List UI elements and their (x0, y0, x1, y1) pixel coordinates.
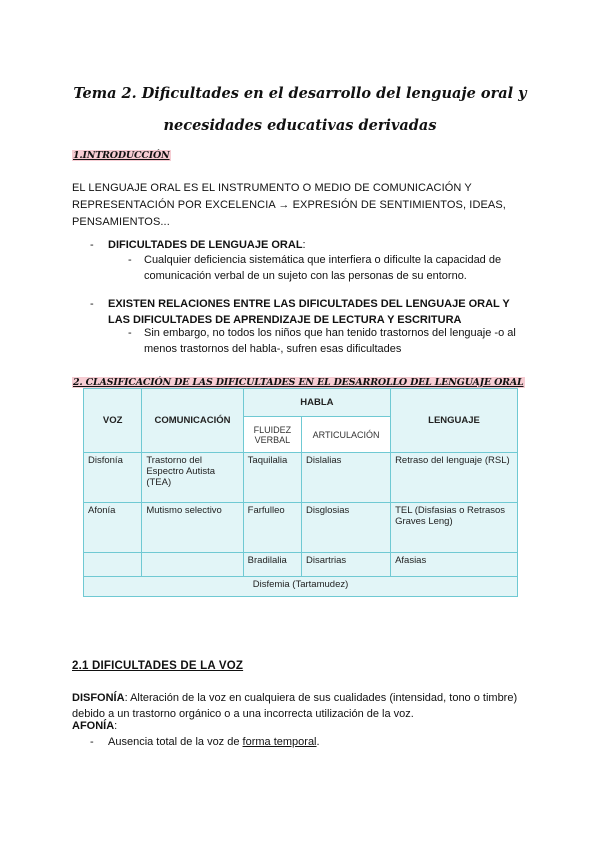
classification-table (83, 388, 518, 597)
table-row (84, 453, 518, 503)
table-row-footer (84, 577, 518, 597)
section-heading-text: 1.INTRODUCCIÓN (73, 150, 170, 161)
bullet-dash: - (90, 298, 94, 310)
bullet-label: EXISTEN RELACIONES ENTRE LAS DIFICULTADES DEL LENGUAJE ORAL Y LAS DIFICULTADES DE APRENDIZAJE DE LECTURA Y ESCRITURA (108, 298, 510, 326)
header-comunicacion: COMUNICACIÓN (142, 389, 243, 453)
afonia-bullet (90, 734, 560, 750)
section-heading-text: 2. CLASIFICACIÓN DE LAS DIFICULTADES EN EL DESARROLLO DEL LENGUAJE ORAL (73, 377, 524, 388)
table-cell: Disglosias (302, 503, 391, 553)
afonia-colon: : (114, 720, 118, 732)
table-cell: Taquilalia (243, 453, 301, 503)
subsection-heading-voz: 2.1 DIFICULTADES DE LA VOZ (72, 660, 244, 672)
disfonia-label: DISFONÍA (72, 692, 125, 704)
header-voz: VOZ (84, 389, 142, 453)
table-cell: Mutismo selectivo (142, 503, 243, 553)
table-cell: Afasias (391, 553, 518, 577)
bullet-colon: : (302, 239, 306, 251)
sub-dash: - (128, 254, 132, 266)
section-heading-introduccion (72, 150, 171, 161)
bullet-label: DIFICULTADES DE LENGUAJE ORAL (108, 239, 303, 251)
disfonia-text: : Alteración de la voz en cualquiera de sus cualidades (intensidad, tono o timbre) debido a un trastorno orgánico o a una incorrecta utilización de la voz. (72, 692, 518, 720)
bullet-dash: - (90, 736, 94, 748)
sub-bullet-relaciones (128, 325, 528, 357)
table-cell: Bradilalia (243, 553, 301, 577)
table-cell: Afonía (84, 503, 142, 553)
intro-paragraph: EL LENGUAJE ORAL ES EL INSTRUMENTO O MEDIO DE COMUNICACIÓN Y REPRESENTACIÓN POR EXCELENCIA → EXPRESIÓN DE SENTIMIENTOS, IDEAS, PENSAMIENTOS... (72, 182, 506, 228)
table-cell: Trastorno del Espectro Autista (TEA) (142, 453, 243, 503)
table-cell: Dislalias (302, 453, 391, 503)
table-cell: Disfonía (84, 453, 142, 503)
header-articulacion: ARTICULACIÓN (302, 417, 391, 453)
table-row (84, 553, 518, 577)
page-title: Tema 2. Dificultades en el desarrollo del lenguaje oral y necesidades educativas derivadas (73, 85, 527, 134)
sub-dash: - (128, 327, 132, 339)
header-lenguaje: LENGUAJE (391, 389, 518, 453)
afonia-bullet-post: . (316, 736, 320, 748)
bullet-dificultades (90, 237, 530, 253)
afonia-label: AFONÍA (72, 720, 115, 732)
header-fluidez: FLUIDEZ VERBAL (243, 417, 301, 453)
table-cell: Retraso del lenguaje (RSL) (391, 453, 518, 503)
afonia-bullet-pre: Ausencia total de la voz de (108, 736, 243, 748)
table-cell (84, 553, 142, 577)
bullet-relaciones (90, 296, 530, 328)
sub-bullet-text: Cualquier deficiencia sistemática que interfiera o dificulte la capacidad de comunicación verbal de un sujeto con las personas de su entorno. (144, 254, 502, 282)
afonia-paragraph (72, 718, 542, 734)
sub-bullet-dificultades (128, 252, 528, 284)
bullet-dash: - (90, 239, 94, 251)
table-footer-cell: Disfemia (Tartamudez) (84, 577, 518, 597)
table-cell: Disartrias (302, 553, 391, 577)
afonia-bullet-underlined: forma temporal (242, 736, 317, 748)
table-cell: TEL (Disfasias o Retrasos Graves Leng) (391, 503, 518, 553)
table-cell: Farfulleo (243, 503, 301, 553)
header-habla: HABLA (243, 389, 390, 417)
table-cell (142, 553, 243, 577)
section-heading-clasificacion (72, 377, 525, 388)
table-row (84, 503, 518, 553)
sub-bullet-text: Sin embargo, no todos los niños que han tenido trastornos del lenguaje -o al menos trastornos del habla-, sufren esas dificultades (144, 327, 516, 355)
